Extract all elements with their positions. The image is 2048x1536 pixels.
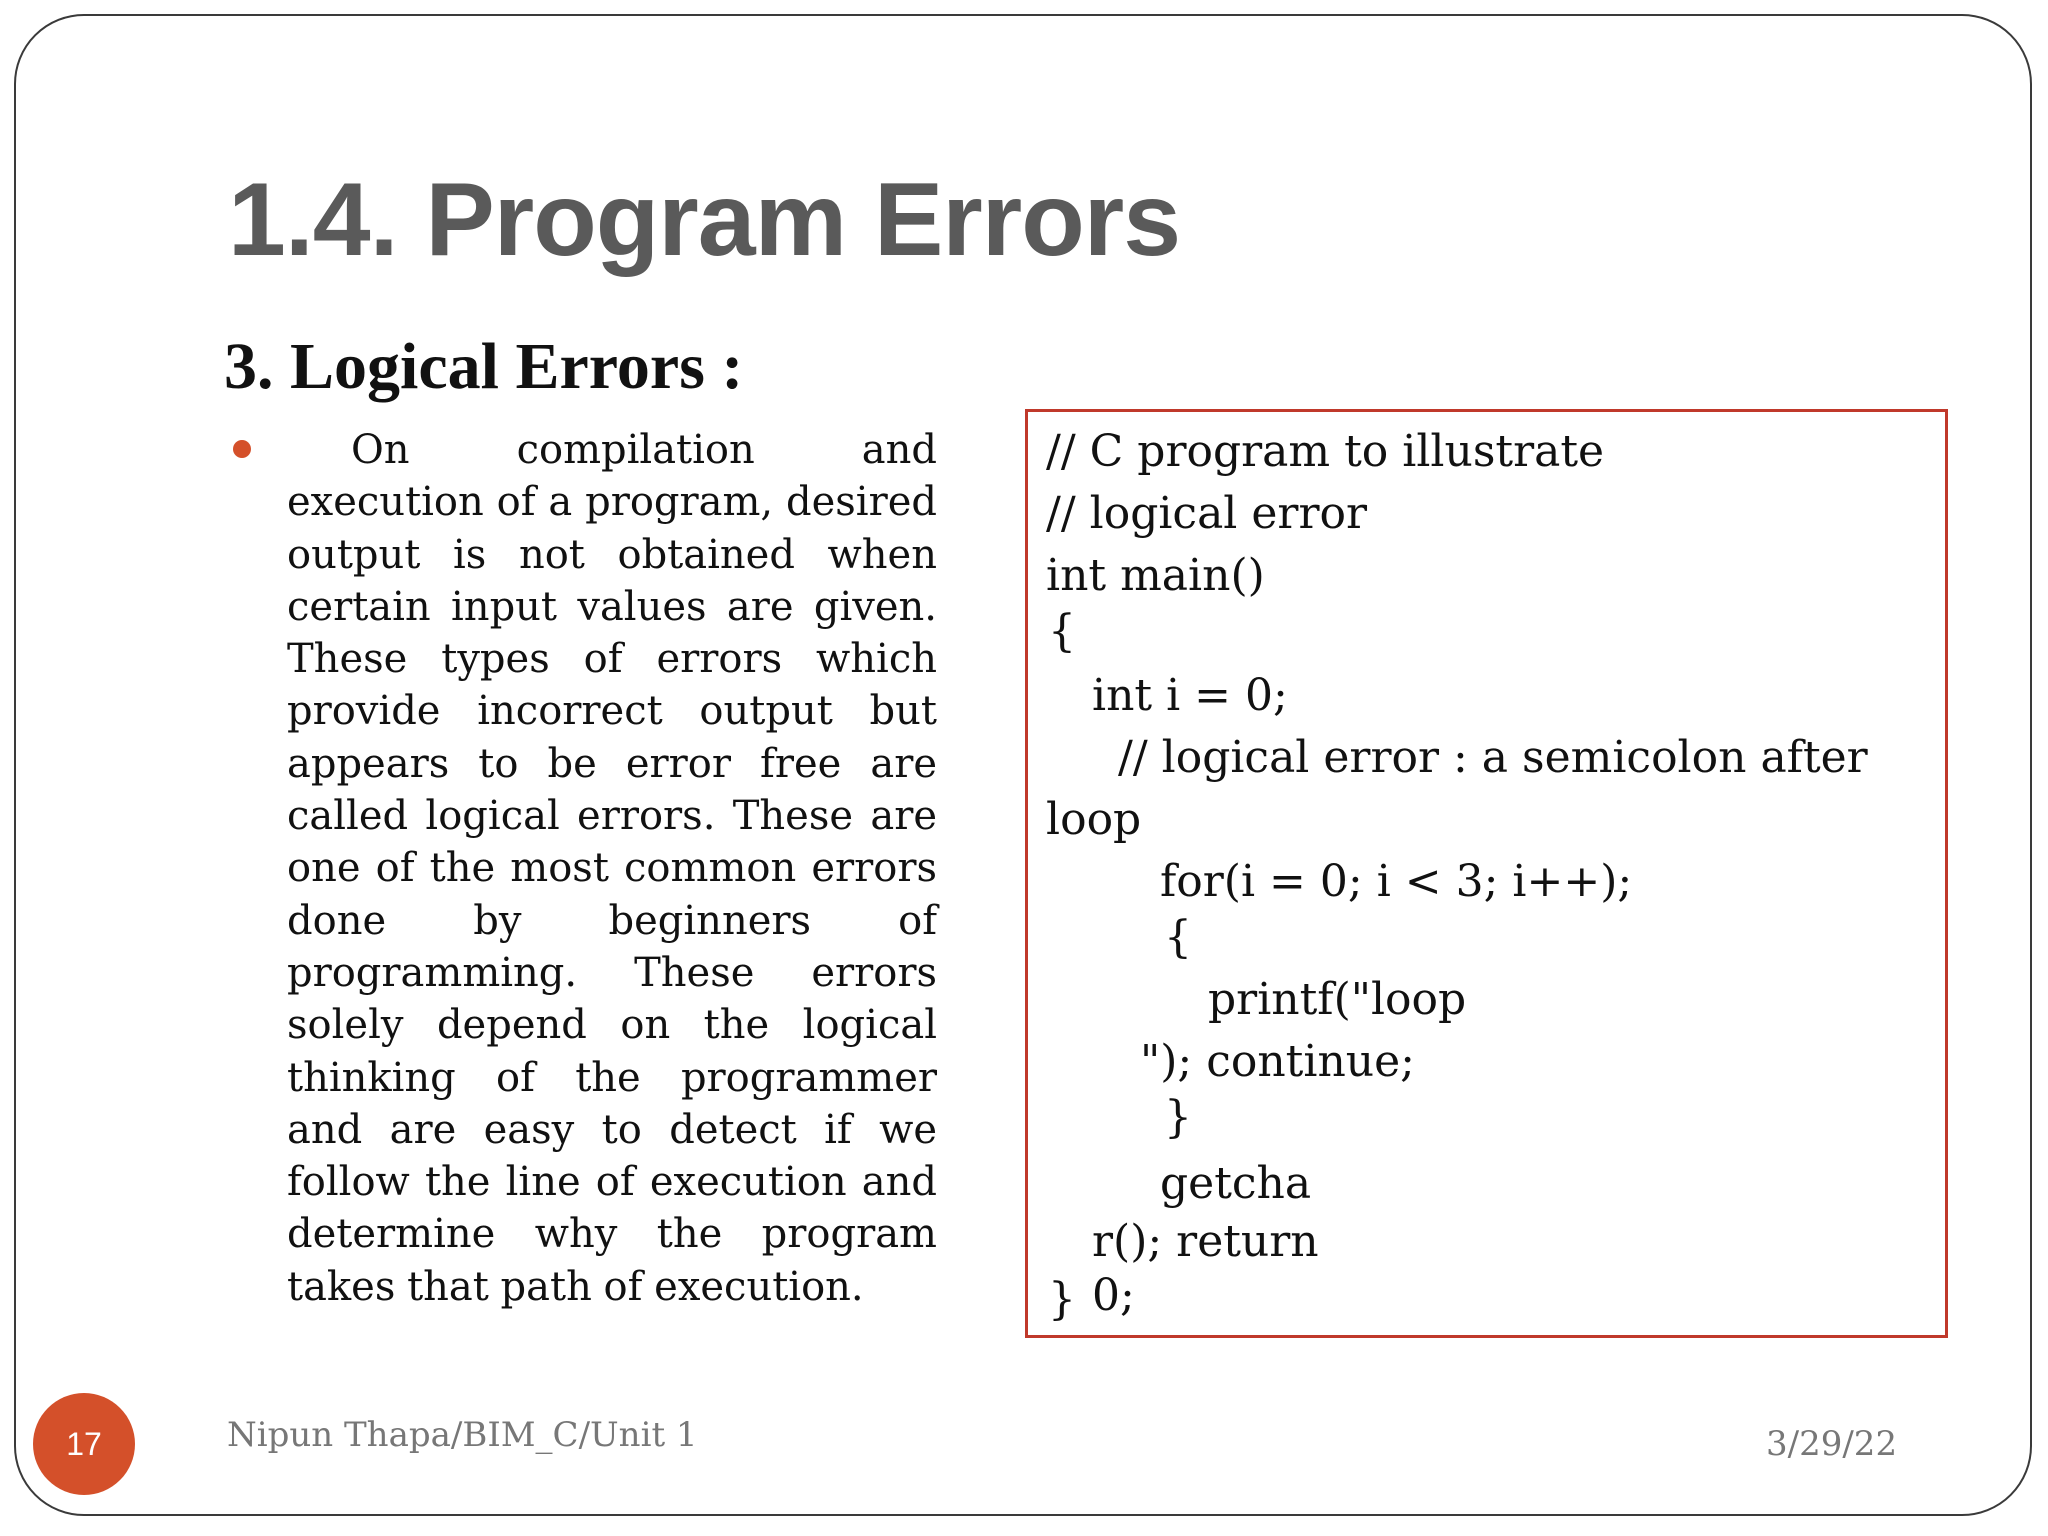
code-line: "); continue; [1140,1036,1415,1087]
code-line: } [1164,1092,1192,1143]
code-line: // logical error [1046,488,1367,539]
code-line: 0; [1092,1270,1135,1321]
bullet-paragraph: On compilation and execution of a program, desired output is not obtained when certain input values are given. These types of errors which provide incorrect output but appears to be error free are called logical errors. These are one of the most common errors done by beginners of programming. These errors solely depend on the logical thinking of the programmer and are easy to detect if we follow the line of execution and determine why the program takes that path of execution. [287,427,937,1310]
code-line: { [1048,606,1076,657]
code-line: } [1048,1274,1076,1325]
slide-title: 1.4. Program Errors [228,162,1181,278]
code-line: int i = 0; [1092,670,1288,721]
footer-author: Nipun Thapa/BIM_C/Unit 1 [227,1415,698,1455]
section-heading: 3. Logical Errors : [224,330,744,403]
code-line: printf("loop [1208,974,1467,1025]
page-number-badge: 17 [33,1393,135,1495]
code-line: for(i = 0; i < 3; i++); [1160,856,1633,907]
code-line: getcha [1160,1158,1312,1209]
code-line: { [1164,912,1192,963]
code-line: int main() [1046,550,1265,601]
code-line: r(); return [1092,1216,1319,1267]
code-line: // C program to illustrate [1046,426,1605,477]
code-line: // logical error : a semicolon after [1118,732,1868,783]
footer-date: 3/29/22 [1766,1424,1898,1464]
code-line: loop [1046,794,1142,845]
bullet-dot-icon [233,440,251,458]
code-box [1025,409,1948,1338]
